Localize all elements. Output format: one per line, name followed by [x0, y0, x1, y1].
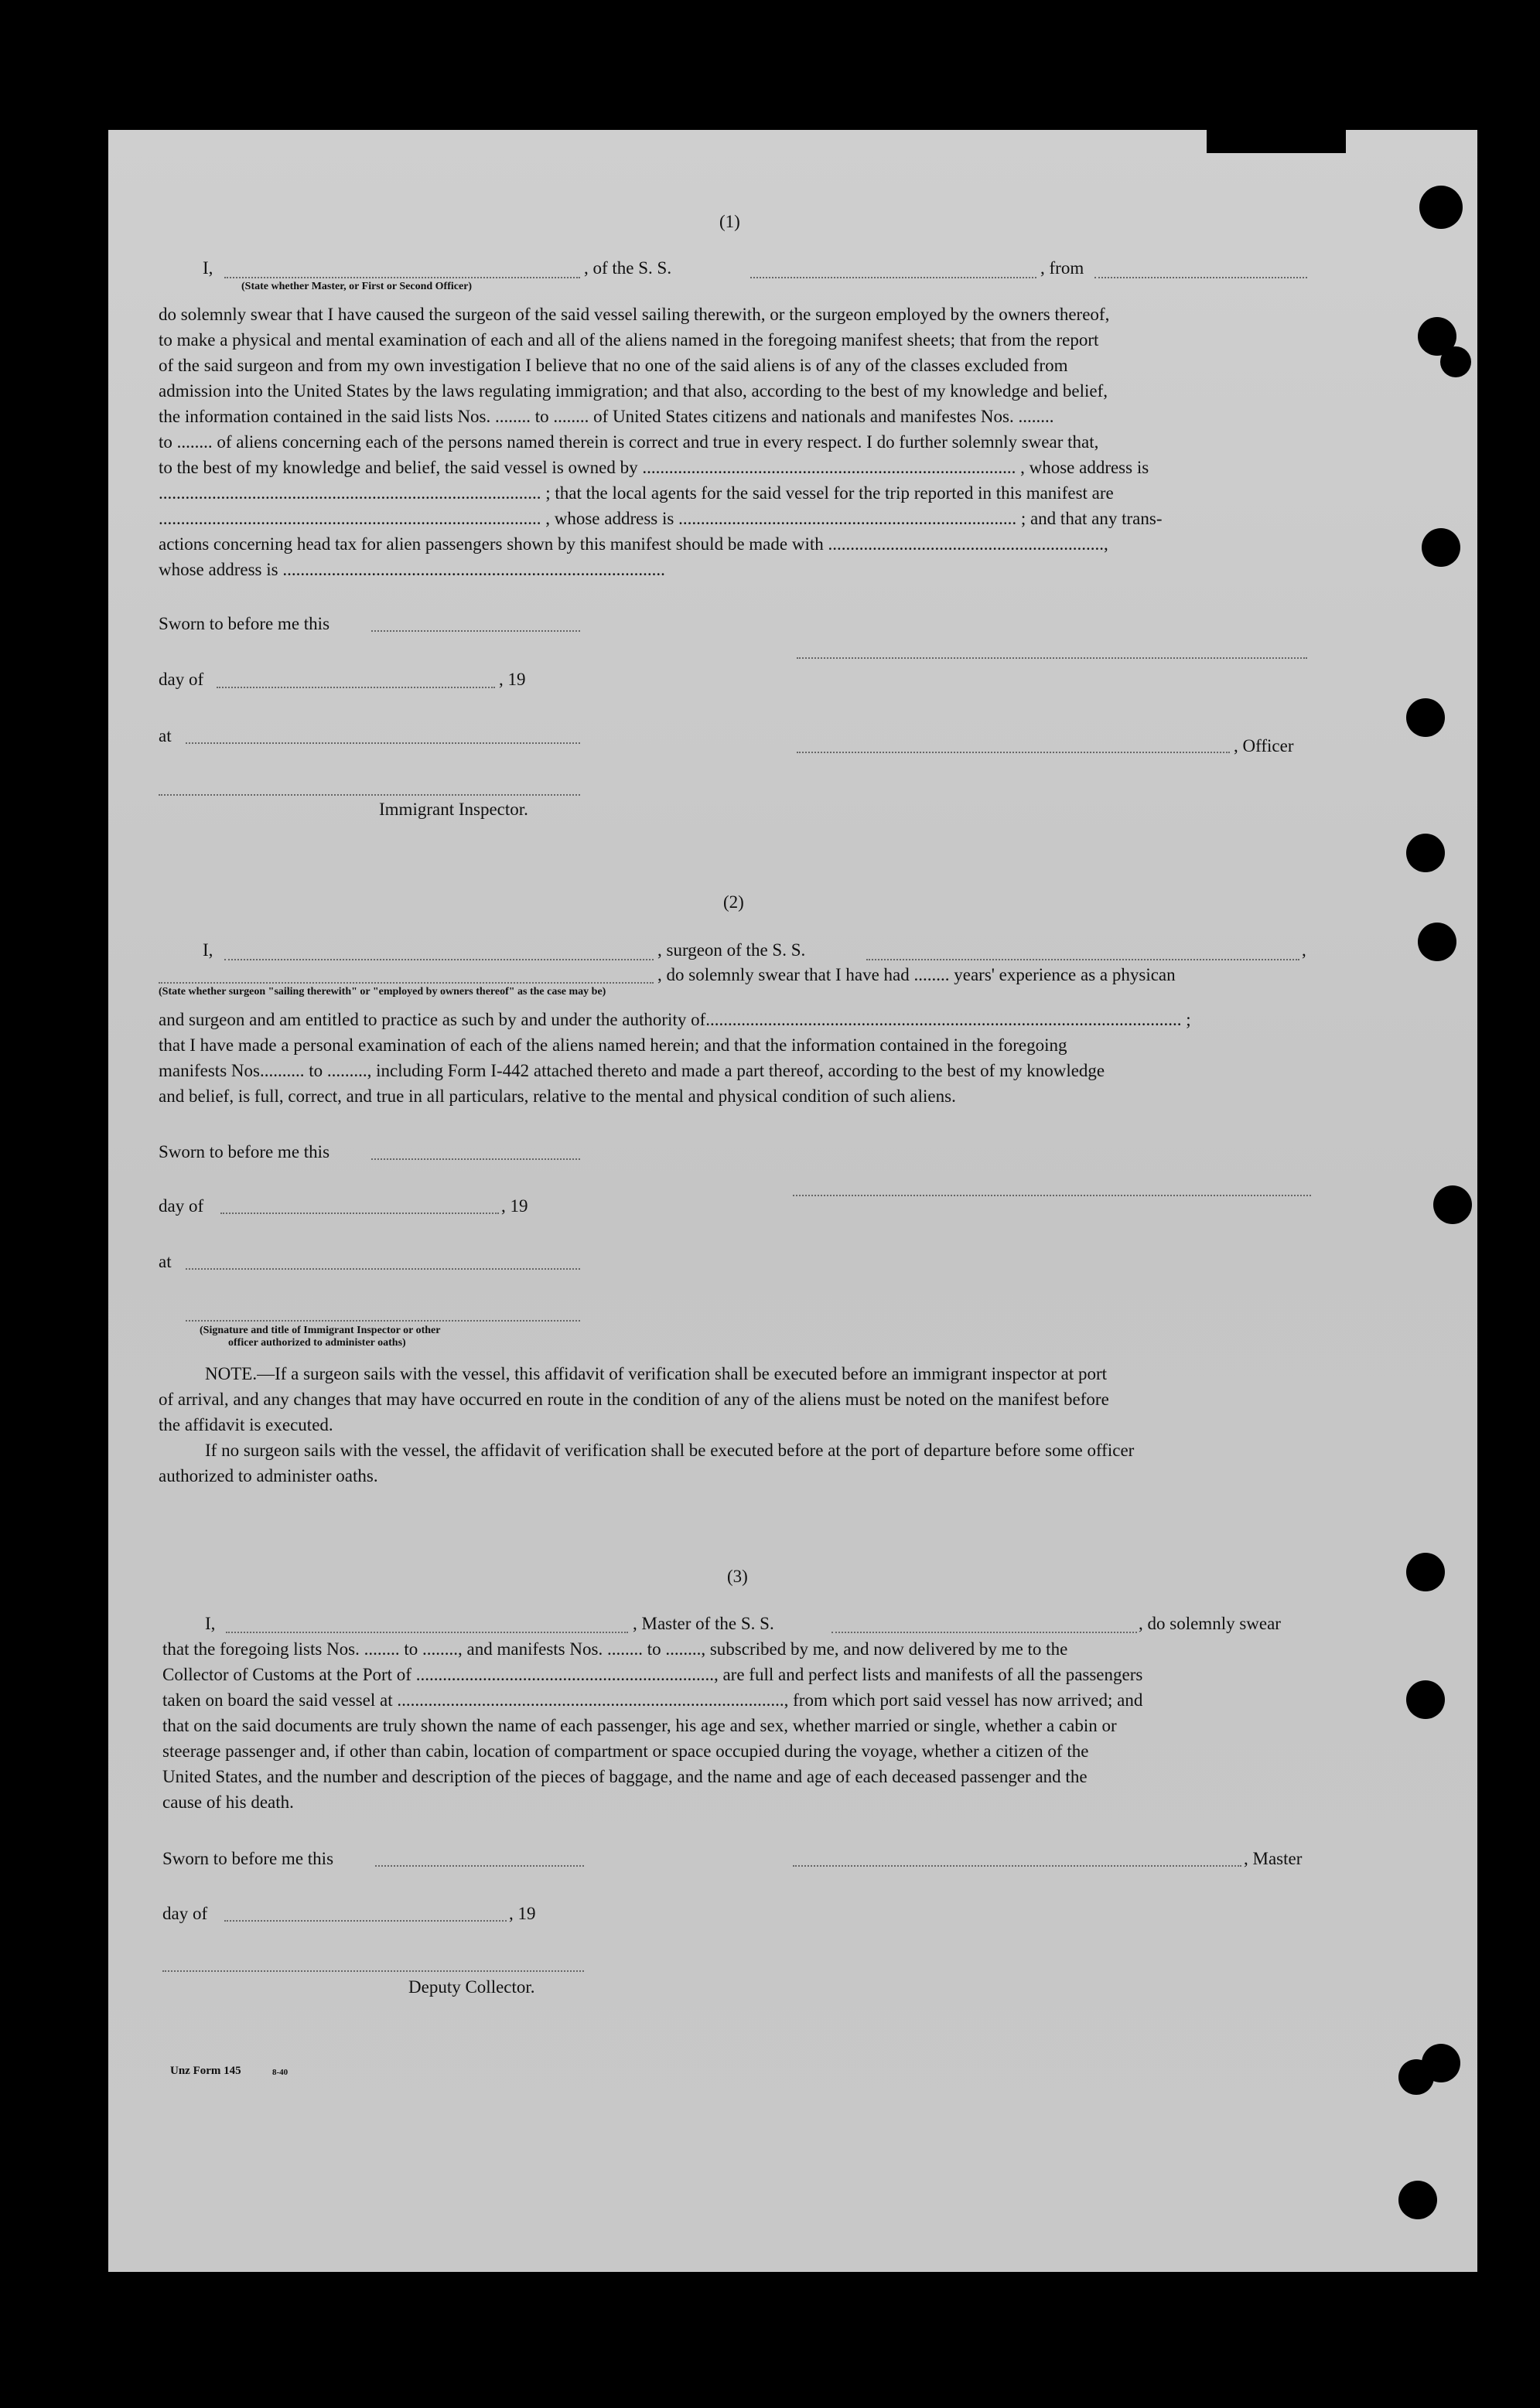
- section-2-year-label: , 19: [501, 1196, 528, 1216]
- form-id: Unz Form 145: [170, 2065, 241, 2077]
- section-3-line: cause of his death.: [162, 1792, 294, 1812]
- binder-hole: [1419, 186, 1463, 229]
- section-1-line: to make a physical and mental examination of each and all of the aliens named in the foregoing manifest sheets; that from the report: [159, 330, 1099, 350]
- section-3-line: United States, and the number and description of the pieces of baggage, and the name and age of each deceased passenger and the: [162, 1767, 1088, 1786]
- section-1-officer-label: , Officer: [1234, 736, 1294, 755]
- section-2-at-field[interactable]: [186, 1268, 580, 1270]
- section-1-sworn-field[interactable]: [371, 630, 580, 632]
- section-1-prefix: I,: [203, 258, 213, 278]
- section-2-day-field[interactable]: [220, 1213, 499, 1214]
- binder-hole: [1406, 1680, 1445, 1719]
- section-3-collector-label: Deputy Collector.: [408, 1977, 535, 1997]
- section-1-day-field[interactable]: [217, 687, 495, 688]
- section-1-year-label: , 19: [499, 670, 526, 689]
- note-line: NOTE.—If a surgeon sails with the vessel, this affidavit of verification shall be executed before an immigrant inspector at port: [205, 1364, 1108, 1383]
- section-2-line: and belief, is full, correct, and true in all particulars, relative to the mental and physical condition of such aliens.: [159, 1086, 956, 1106]
- officer-hint: (State whether Master, or First or Second Officer): [241, 281, 473, 292]
- section-2-number: (2): [723, 892, 744, 912]
- section-3-paragraph: [162, 1636, 1315, 1815]
- section-3-line: steerage passenger and, if other than cabin, location of compartment or space occupied during the voyage, whether a citizen of the: [162, 1741, 1089, 1761]
- section-1-inspector-line[interactable]: [159, 794, 580, 796]
- section-1-signature-line[interactable]: [797, 657, 1307, 659]
- section-1-line: ...................................................................................... , whose address is ............................................................................ ; and that any trans-: [159, 509, 1163, 528]
- section-2-prefix: I,: [203, 940, 213, 960]
- section-3-line: that on the said documents are truly shown the name of each passenger, his age and sex, whether married or single, whether a cabin or: [162, 1716, 1117, 1735]
- section-2-sworn-field[interactable]: [371, 1158, 580, 1160]
- section-3-sworn-label: Sworn to before me this: [162, 1849, 334, 1868]
- note-line: of arrival, and any changes that may have occurred en route in the condition of any of the aliens must be noted on the manifest before: [159, 1390, 1109, 1409]
- section-2-paragraph: [159, 1007, 1307, 1109]
- section-1-at-label: at: [159, 726, 172, 745]
- surgeon-type-field[interactable]: [159, 982, 654, 984]
- section-1-line: actions concerning head tax for alien passengers shown by this manifest should be made with ..............................................................,: [159, 534, 1108, 554]
- section-1-line: ...................................................................................... ; that the local agents for the said vessel for the trip reported in this manifest are: [159, 483, 1114, 503]
- note-line: If no surgeon sails with the vessel, the affidavit of verification shall be executed before at the port of departure before some officer: [205, 1441, 1135, 1460]
- officer-name-field[interactable]: [224, 277, 580, 278]
- section-3-vessel-label: , Master of the S. S.: [633, 1614, 774, 1633]
- section-2-sworn-label: Sworn to before me this: [159, 1142, 330, 1161]
- section-1-inspector-label: Immigrant Inspector.: [379, 800, 528, 819]
- binder-hole: [1398, 2059, 1434, 2095]
- section-1-line: of the said surgeon and from my own investigation I believe that no one of the said aliens is of any of the classes excluded from: [159, 356, 1068, 375]
- section-3-master-label: , Master: [1244, 1849, 1303, 1868]
- note-line: authorized to administer oaths.: [159, 1466, 378, 1485]
- section-3-collector-line[interactable]: [162, 1970, 584, 1972]
- note-line: the affidavit is executed.: [159, 1415, 333, 1434]
- surgeon-hint: (State whether surgeon "sailing therewith" or "employed by owners thereof" as the case may be): [159, 986, 606, 998]
- section-3-line: taken on board the said vessel at ......................................................................................., from which port said vessel has now arrived; and: [162, 1690, 1143, 1710]
- sig-hint-line-1: (Signature and title of Immigrant Inspector or other: [200, 1325, 441, 1336]
- surgeon-name-field[interactable]: [224, 959, 654, 960]
- section-1-day-label: day of: [159, 670, 204, 689]
- section-3-year-label: , 19: [509, 1904, 536, 1923]
- section-2-signature-line[interactable]: [793, 1195, 1311, 1196]
- from-port-field[interactable]: [1094, 277, 1307, 278]
- section-3-day-label: day of: [162, 1904, 208, 1923]
- section-2-line: manifests Nos.......... to ........., including Form I-442 attached thereto and made a part thereof, according to the best of my knowledge: [159, 1061, 1105, 1080]
- master-name-field[interactable]: [226, 1632, 628, 1633]
- binder-hole: [1418, 923, 1456, 961]
- sig-hint-line-2: officer authorized to administer oaths): [228, 1337, 406, 1349]
- section-2-day-label: day of: [159, 1196, 204, 1216]
- section-1-line: whose address is ......................................................................................: [159, 560, 665, 579]
- section-1-line: to ........ of aliens concerning each of the persons named therein is correct and true in every respect. I do further solemnly swear that,: [159, 432, 1099, 452]
- binder-hole: [1422, 528, 1460, 567]
- vessel-name-field[interactable]: [750, 277, 1036, 278]
- section-2-inspector-line[interactable]: [186, 1320, 580, 1322]
- section-2-line: and surgeon and am entitled to practice as such by and under the authority of........................................................................................................... ;: [159, 1010, 1191, 1029]
- section-3-line: that the foregoing lists Nos. ........ to ........, and manifests Nos. ........ to ........, subscribed by me, and now delivered by me to the: [162, 1639, 1068, 1659]
- binder-hole: [1406, 698, 1445, 737]
- form-date: 8-40: [272, 2068, 289, 2077]
- section-2-vessel-label: , surgeon of the S. S.: [657, 940, 806, 960]
- section-3-prefix: I,: [205, 1614, 216, 1633]
- section-2-at-label: at: [159, 1252, 172, 1271]
- page-notch: [1207, 130, 1346, 153]
- binder-hole: [1406, 1553, 1445, 1591]
- section-3-sworn-field[interactable]: [375, 1865, 584, 1867]
- binder-hole: [1440, 346, 1471, 377]
- section-2-vessel-field[interactable]: [866, 959, 1299, 960]
- section-1-officer-field[interactable]: [797, 752, 1230, 753]
- section-1-vessel-label: , of the S. S.: [584, 258, 672, 278]
- section-3-vessel-field[interactable]: [831, 1632, 1137, 1633]
- binder-hole: [1406, 834, 1445, 872]
- section-1-from-label: , from: [1040, 258, 1084, 278]
- section-1-paragraph: [159, 302, 1307, 582]
- section-1-line: the information contained in the said lists Nos. ........ to ........ of United States citizens and nationals and manifestes Nos. ........: [159, 407, 1054, 426]
- section-1-line: admission into the United States by the laws regulating immigration; and that also, according to the best of my knowledge and belief,: [159, 381, 1108, 401]
- section-2-experience-line: , do solemnly swear that I have had ........ years' experience as a physican: [657, 965, 1176, 984]
- section-2-comma: ,: [1302, 940, 1306, 960]
- section-1-sworn-label: Sworn to before me this: [159, 614, 330, 633]
- binder-hole: [1398, 2181, 1437, 2219]
- section-3-day-field[interactable]: [224, 1920, 507, 1922]
- section-1-line: to the best of my knowledge and belief, the said vessel is owned by .................................................................................... , whose address is: [159, 458, 1149, 477]
- section-1-number: (1): [719, 212, 740, 231]
- section-2-line: that I have made a personal examination of each of the aliens named herein; and that the information contained in the foregoing: [159, 1035, 1067, 1055]
- section-3-master-field[interactable]: [793, 1865, 1241, 1867]
- section-3-number: (3): [727, 1567, 748, 1586]
- section-1-line: do solemnly swear that I have caused the surgeon of the said vessel sailing therewith, or the surgeon employed by the owners thereof,: [159, 305, 1110, 324]
- binder-hole: [1433, 1185, 1472, 1224]
- section-3-line: Collector of Customs at the Port of ..................................................................., are full and perfect lists and manifests of all the passengers: [162, 1665, 1143, 1684]
- section-1-at-field[interactable]: [186, 742, 580, 744]
- section-3-swear-label: , do solemnly swear: [1139, 1614, 1281, 1633]
